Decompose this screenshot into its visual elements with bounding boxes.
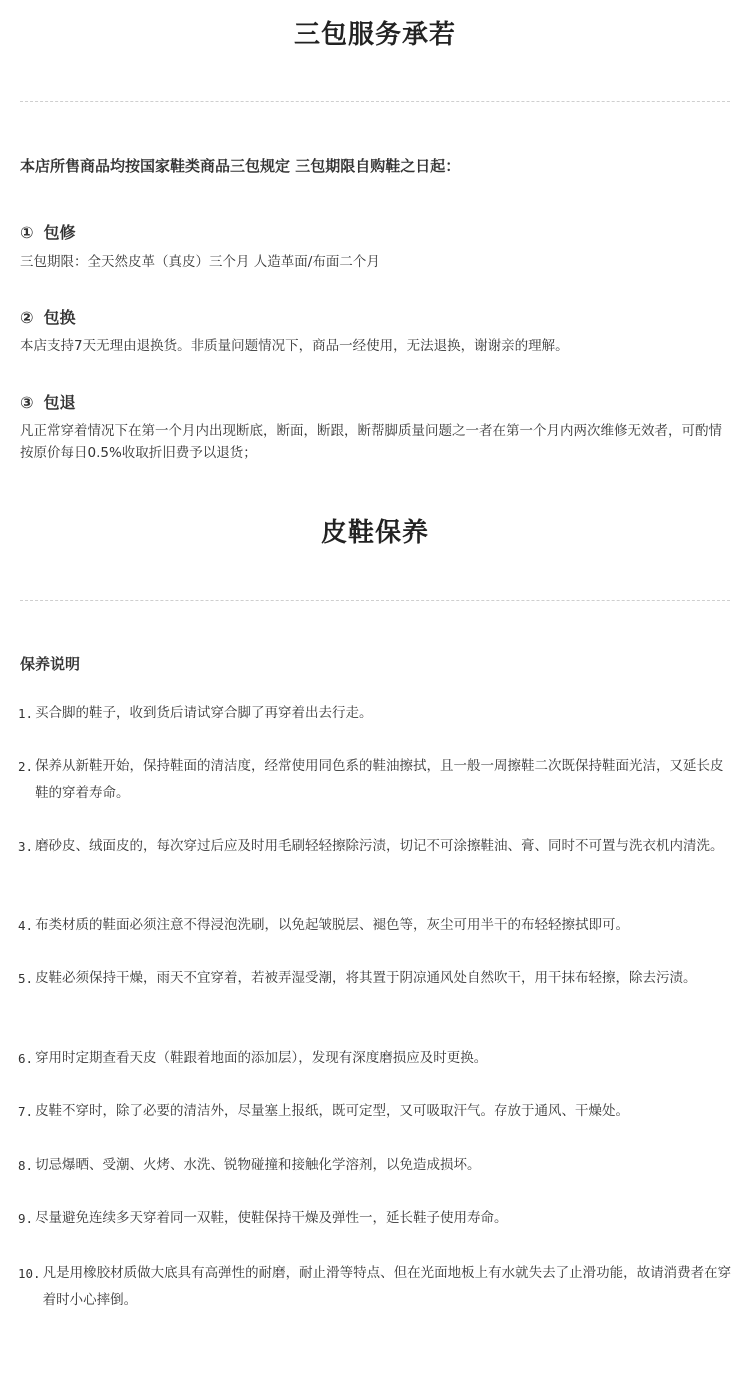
list-item <box>18 1205 734 1232</box>
list-item-text: 皮鞋不穿时，除了必要的清洁外，尽量塞上报纸，既可定型，又可吸取汗气。存放于通风、干燥处。 <box>35 1103 630 1119</box>
list-item-text: 尽量避免连续多天穿着同一双鞋，使鞋保持干燥及弹性一，延长鞋子使用寿命。 <box>35 1210 508 1226</box>
list-item-number: 1. <box>18 706 34 721</box>
list-item <box>18 1260 734 1314</box>
list-item <box>18 833 734 860</box>
list-item-text: 皮鞋必须保持干燥，雨天不宜穿着，若被弄湿受潮，将其置于阴凉通风处自然吹干，用干抹布轻擦，除去污渍。 <box>35 970 697 986</box>
list-item <box>18 912 734 939</box>
list-item <box>18 1045 734 1072</box>
section-heading-label: 包换 <box>43 308 76 327</box>
list-item-text: 磨砂皮、绒面皮的，每次穿过后应及时用毛刷轻轻擦除污渍，切记不可涂擦鞋油、膏、同时不可置与洗衣机内清洗。 <box>35 838 724 854</box>
list-item <box>18 1098 734 1125</box>
section-body-return: 凡正常穿着情况下在第一个月内出现断底，断面，断跟，断帮脚质量问题之一者在第一个月内两次维修无效者，可酌情按原价每日0.5%收取折旧费予以退货； <box>20 423 722 461</box>
list-item-text: 穿用时定期查看天皮（鞋跟着地面的添加层），发现有深度磨损应及时更换。 <box>35 1050 488 1066</box>
list-item-number: 10. <box>18 1266 41 1281</box>
list-item-number: 8. <box>18 1158 34 1173</box>
list-item-text: 切忌爆晒、受潮、火烤、水洗、锐物碰撞和接触化学溶剂，以免造成损坏。 <box>35 1157 481 1173</box>
sanbao-intro: 本店所售商品均按国家鞋类商品三包规定 三包期限自购鞋之日起： <box>20 157 461 175</box>
list-item-number: 5. <box>18 971 34 986</box>
list-item-number: 6. <box>18 1051 34 1066</box>
section-body-repair: 三包期限：全天然皮革（真皮）三个月 人造革面/布面二个月 <box>20 254 380 270</box>
list-item-text: 凡是用橡胶材质做大底具有高弹性的耐磨，耐止滑等特点、但在光面地板上有水就失去了止滑功能，故请消费者在穿着时小心摔倒。 <box>42 1265 732 1308</box>
circled-number: ③ <box>20 393 34 412</box>
list-item <box>18 965 734 992</box>
sanbao-title: 三包服务承若 <box>293 20 456 50</box>
list-item-number: 7. <box>18 1104 34 1119</box>
section-heading-return <box>20 392 76 414</box>
list-item-number: 3. <box>18 839 34 854</box>
divider <box>20 101 730 102</box>
circled-number: ② <box>20 308 34 327</box>
section-heading-exchange <box>20 307 76 329</box>
care-heading: 保养说明 <box>20 655 81 673</box>
list-item-number: 9. <box>18 1211 34 1226</box>
section-body-exchange: 本店支持7天无理由退换货。非质量问题情况下，商品一经使用，无法退换，谢谢亲的理解。 <box>20 338 569 354</box>
care-title: 皮鞋保养 <box>320 518 429 548</box>
list-item-number: 2. <box>18 759 34 774</box>
circled-number: ① <box>20 223 34 242</box>
divider <box>20 600 730 601</box>
section-heading-label: 包修 <box>43 223 76 242</box>
list-item <box>18 753 734 807</box>
list-item <box>18 700 734 727</box>
list-item-text: 布类材质的鞋面必须注意不得浸泡洗刷，以免起皱脱层、褪色等，灰尘可用半干的布轻轻擦拭即可。 <box>35 917 630 933</box>
section-heading-label: 包退 <box>43 393 76 412</box>
list-item-text: 买合脚的鞋子，收到货后请试穿合脚了再穿着出去行走。 <box>35 705 373 721</box>
list-item-text: 保养从新鞋开始，保持鞋面的清洁度，经常使用同色系的鞋油擦拭，且一般一周擦鞋二次既保持鞋面光洁，又延长皮鞋的穿着寿命。 <box>35 758 724 801</box>
list-item <box>18 1152 734 1179</box>
section-heading-repair <box>20 222 76 244</box>
list-item-number: 4. <box>18 918 34 933</box>
